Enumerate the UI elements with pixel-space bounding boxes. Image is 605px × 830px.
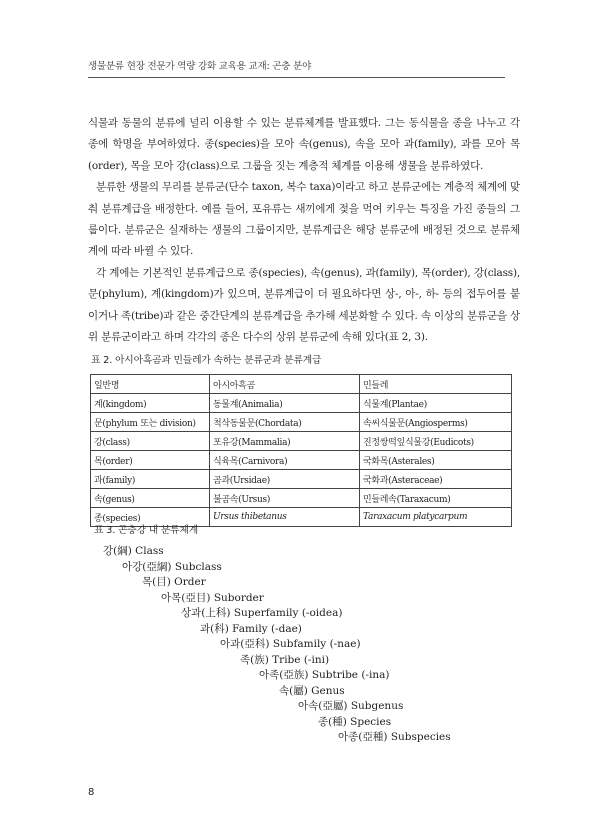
table-row (91, 413, 512, 432)
table-cell: 진정쌍떡잎식물강(Eudicots) (360, 432, 512, 451)
table-cell: 종(species) (91, 508, 210, 527)
table-cell: 동물계(Animalia) (210, 394, 360, 413)
table-row (91, 451, 512, 470)
table-2-caption: 표 2. 아시아흑곰과 민들레가 속하는 분류군과 분류계급 (91, 355, 322, 366)
hierarchy-item: 아족(亞族) Subtribe (-ina) (259, 669, 390, 681)
table-cell: 과(family) (91, 470, 210, 489)
hierarchy-item: 과(科) Family (-dae) (200, 622, 302, 635)
table-cell: 목(order) (91, 451, 210, 470)
body-text (88, 113, 520, 348)
table-cell: 척삭동물문(Chordata) (210, 413, 360, 432)
hierarchy-item: 족(族) Tribe (-ini) (240, 653, 330, 666)
table-cell: 계(kingdom) (91, 394, 210, 413)
table-cell: 불곰속(Ursus) (210, 489, 360, 508)
paragraph: 분류한 생물의 무리를 분류군(단수 taxon, 복수 taxa)이라고 하고 분류군에는 계층적 체계에 맞춰 분류계급을 배정한다. 예를 들어, 포유류는 새끼에게 젖을 먹여 키우는 특징을 가진 종들의 그룹이다. 분류군은 실재하는 생물의 그룹이지만, 분류계급은 해당 분류군에 배정된 것으로 분류체계에 따라 바뀔 수 있다. (88, 181, 520, 258)
table-cell: 곰과(Ursidae) (210, 470, 360, 489)
table-cell: 속(genus) (91, 489, 210, 508)
hierarchy-item: 강(綱) Class (103, 545, 164, 557)
table-cell: Ursus thibetanus (210, 508, 360, 527)
insect-taxonomy-hierarchy (0, 544, 605, 744)
hierarchy-item: 아종(亞種) Subspecies (338, 731, 451, 743)
table-cell: 민들레속(Taraxacum) (360, 489, 512, 508)
running-header: 생물분류 현장 전문가 역량 강화 교육용 교재: 곤충 분야 (88, 58, 505, 78)
table-cell: 식육목(Carnivora) (210, 451, 360, 470)
table-cell: Taraxacum platycarpum (360, 508, 512, 527)
hierarchy-item: 아목(亞目) Suborder (161, 591, 264, 604)
page-number: 8 (88, 787, 95, 798)
paragraph: 각 계에는 기본적인 분류계급으로 종(species), 속(genus), 과(family), 목(order), 강(class), 문(phylum), 계(kingdom)가 있으며, 분류계급이 더 필요하다면 상-, 아-, 하- 등의 접두어를 붙이거나 족(tribe)과 같은 중간단계의 분류계급을 추가해 세분화할 수 있다. 속 이상의 분류군을 상위 분류군이라고 하며 각각의 종은 다수의 상위 분류군에 속해 있다(표 2, 3). (88, 266, 520, 344)
table-row (91, 470, 512, 489)
header-cell: 민들레 (360, 375, 512, 394)
table-row (91, 394, 512, 413)
table-header-row (91, 375, 512, 394)
table-cell: 포유강(Mammalia) (210, 432, 360, 451)
paragraph: 식물과 동물의 분류에 널리 이용할 수 있는 분류체계를 발표했다. 그는 동식물을 종을 나누고 각 종에 학명을 부여하였다. 종(species)을 모아 속(genus), 속을 모아 과(family), 과를 모아 목(order), 목을 모아 강(class)으로 그룹을 짓는 계층적 체계를 이용해 생물을 분류하였다. (88, 117, 520, 172)
hierarchy-item: 종(種) Species (318, 715, 392, 728)
hierarchy-item: 아강(亞綱) Subclass (122, 560, 222, 573)
hierarchy-item: 상과(上科) Superfamily (-oidea) (181, 607, 343, 619)
table-cell: 국화과(Asteraceae) (360, 470, 512, 489)
table-3-caption: 표 3. 곤충강 내 분류체계 (94, 525, 198, 536)
header-cell: 아시아흑곰 (210, 375, 360, 394)
hierarchy-item: 아과(亞科) Subfamily (-nae) (220, 638, 361, 650)
hierarchy-item: 목(目) Order (142, 576, 206, 588)
table-cell: 문(phylum 또는 division) (91, 413, 210, 432)
table-cell: 식물계(Plantae) (360, 394, 512, 413)
table-row (91, 432, 512, 451)
taxonomy-table (90, 374, 512, 527)
hierarchy-item: 아속(亞屬) Subgenus (298, 700, 404, 712)
table-cell: 강(class) (91, 432, 210, 451)
header-cell: 일반명 (91, 375, 210, 394)
table-row (91, 489, 512, 508)
hierarchy-item: 속(屬) Genus (279, 684, 345, 697)
table-cell: 속씨식물문(Angiosperms) (360, 413, 512, 432)
table-cell: 국화목(Asterales) (360, 451, 512, 470)
